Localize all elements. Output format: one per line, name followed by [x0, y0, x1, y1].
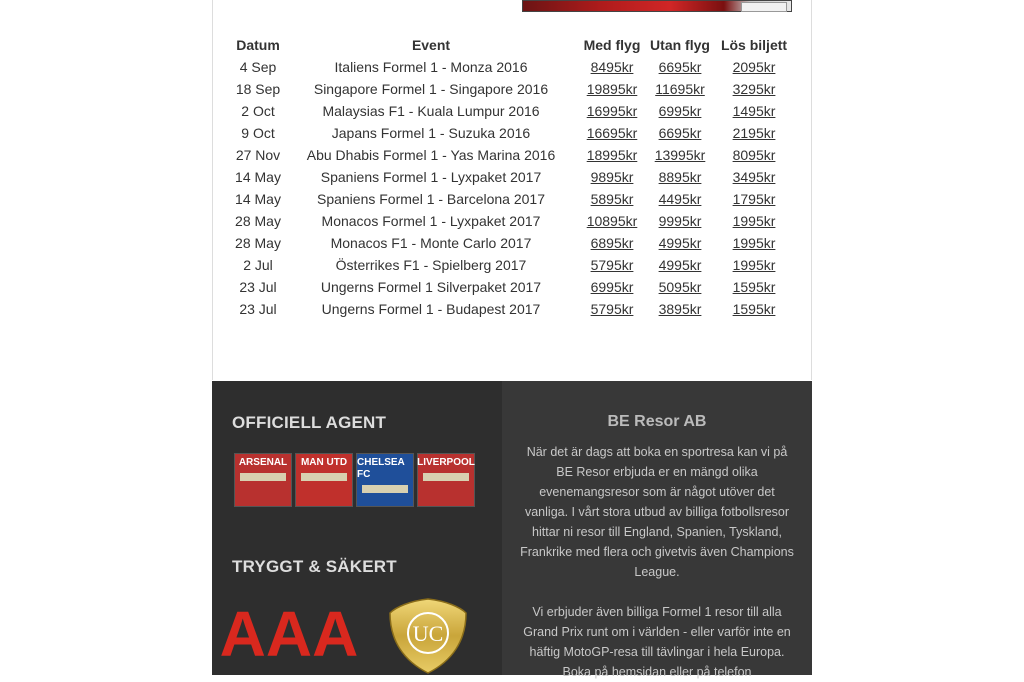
agent-badge [356, 453, 414, 507]
with-flight-cell [575, 276, 649, 298]
uc-logo-text: UC [412, 621, 444, 646]
event-name: Monacos Formel 1 - Lyxpaket 2017 [321, 213, 541, 229]
ticket-only-price-link[interactable]: 3295kr [732, 81, 776, 97]
table-row [229, 144, 797, 166]
with-flight-cell [575, 166, 649, 188]
with-flight-cell [575, 56, 649, 78]
event-name: Spaniens Formel 1 - Barcelona 2017 [316, 191, 546, 207]
agent-badge [234, 453, 292, 507]
agent-badge-band [362, 485, 408, 493]
table-row [229, 78, 797, 100]
ticket-only-cell [711, 254, 797, 276]
without-flight-cell [649, 56, 711, 78]
without-flight-price-link[interactable]: 9995kr [658, 213, 702, 229]
table-row [229, 276, 797, 298]
event-name: Italiens Formel 1 - Monza 2016 [334, 59, 528, 75]
about-paragraph-1: När det är dags att boka en sportresa kan vi på BE Resor erbjuda er en mängd olika evenemangsresor som är något utöver det vanliga. I vårt stora utbud av billiga fotbollsresor hittar ni resor till England, Spanien, Tyskland, Frankrike med flera och givetvis även Champions League. [520, 445, 794, 579]
event-name: Ungerns Formel 1 - Budapest 2017 [321, 301, 541, 317]
table-row [229, 232, 797, 254]
ticket-only-price-link[interactable]: 2195kr [732, 125, 776, 141]
ticket-only-price-link[interactable]: 1595kr [732, 279, 776, 295]
footer-right-panel [502, 381, 812, 679]
agent-badge-name: LIVERPOOL [417, 457, 475, 468]
event-name: Österrikes F1 - Spielberg 2017 [335, 257, 527, 273]
with-flight-cell [575, 254, 649, 276]
event-date: 14 May [235, 191, 281, 207]
without-flight-price-link[interactable]: 6695kr [658, 59, 702, 75]
agent-badge-band [240, 473, 286, 481]
footer [212, 381, 812, 679]
ticket-only-price-link[interactable]: 1995kr [732, 235, 776, 251]
event-name: Malaysias F1 - Kuala Lumpur 2016 [322, 103, 540, 119]
without-flight-price-link[interactable]: 6695kr [658, 125, 702, 141]
table-row [229, 210, 797, 232]
without-flight-cell [649, 232, 711, 254]
table-row [229, 100, 797, 122]
without-flight-price-link[interactable]: 6995kr [658, 103, 702, 119]
event-date: 23 Jul [239, 301, 277, 317]
ticket-only-cell [711, 166, 797, 188]
without-flight-cell [649, 210, 711, 232]
event-date: 28 May [235, 213, 281, 229]
footer-left-panel [212, 381, 502, 675]
without-flight-price-link[interactable]: 13995kr [654, 147, 706, 163]
uc-certification-logo [388, 597, 468, 675]
ticket-only-cell [711, 298, 797, 320]
agent-badge-name: ARSENAL [238, 457, 288, 468]
without-flight-price-link[interactable]: 5095kr [658, 279, 702, 295]
with-flight-cell [575, 232, 649, 254]
without-flight-cell [649, 188, 711, 210]
header-date: Datum [236, 37, 280, 53]
with-flight-cell [575, 78, 649, 100]
event-name: Abu Dhabis Formel 1 - Yas Marina 2016 [306, 147, 556, 163]
aaa-rating-logo [219, 598, 359, 670]
agent-badges [234, 453, 475, 507]
banner-logo [741, 2, 787, 12]
ticket-only-price-link[interactable]: 8095kr [732, 147, 776, 163]
event-name: Ungerns Formel 1 Silverpaket 2017 [320, 279, 542, 295]
without-flight-cell [649, 298, 711, 320]
event-name: Singapore Formel 1 - Singapore 2016 [313, 81, 549, 97]
event-date: 2 Jul [243, 257, 273, 273]
event-name: Spaniens Formel 1 - Lyxpaket 2017 [320, 169, 542, 185]
with-flight-price-link[interactable]: 6995kr [590, 279, 634, 295]
without-flight-cell [649, 144, 711, 166]
with-flight-price-link[interactable]: 16695kr [586, 125, 638, 141]
without-flight-price-link[interactable]: 8895kr [658, 169, 702, 185]
with-flight-price-link[interactable]: 5795kr [590, 301, 634, 317]
with-flight-cell [575, 298, 649, 320]
without-flight-cell [649, 254, 711, 276]
with-flight-price-link[interactable]: 5895kr [590, 191, 634, 207]
ticket-only-cell [711, 276, 797, 298]
ticket-only-price-link[interactable]: 1995kr [732, 213, 776, 229]
with-flight-cell [575, 122, 649, 144]
safe-heading: TRYGGT & SÄKERT [232, 557, 397, 576]
with-flight-price-link[interactable]: 5795kr [590, 257, 634, 273]
ticket-only-cell [711, 144, 797, 166]
table-row [229, 298, 797, 320]
event-price-table [229, 34, 797, 320]
without-flight-price-link[interactable]: 11695kr [655, 81, 705, 97]
header-with-flight: Med flyg [583, 37, 641, 53]
header-event: Event [411, 37, 451, 53]
event-name: Monacos F1 - Monte Carlo 2017 [330, 235, 532, 251]
with-flight-price-link[interactable]: 8495kr [590, 59, 634, 75]
agent-badge [417, 453, 475, 507]
with-flight-cell [575, 210, 649, 232]
event-date: 23 Jul [239, 279, 277, 295]
event-date: 14 May [235, 169, 281, 185]
with-flight-price-link[interactable]: 18995kr [586, 147, 638, 163]
agent-badge-name: MAN UTD [300, 457, 348, 468]
agent-badge-name: CHELSEA FC [357, 457, 405, 480]
table-row [229, 166, 797, 188]
without-flight-cell [649, 122, 711, 144]
header-without-flight: Utan flyg [650, 37, 710, 53]
event-date: 18 Sep [235, 81, 281, 97]
table-row [229, 188, 797, 210]
without-flight-cell [649, 166, 711, 188]
without-flight-price-link[interactable]: 4995kr [658, 235, 702, 251]
ticket-only-price-link[interactable]: 1995kr [732, 257, 776, 273]
event-name: Japans Formel 1 - Suzuka 2016 [331, 125, 531, 141]
table-row [229, 254, 797, 276]
with-flight-cell [575, 144, 649, 166]
ticket-only-price-link[interactable]: 1795kr [732, 191, 776, 207]
with-flight-cell [575, 188, 649, 210]
ticket-only-price-link[interactable]: 3495kr [732, 169, 776, 185]
without-flight-cell [649, 276, 711, 298]
ticket-only-cell [711, 210, 797, 232]
without-flight-price-link[interactable]: 4495kr [658, 191, 702, 207]
event-date: 4 Sep [239, 59, 277, 75]
without-flight-price-link[interactable]: 4995kr [658, 257, 702, 273]
with-flight-price-link[interactable]: 9895kr [590, 169, 634, 185]
ticket-only-cell [711, 122, 797, 144]
ticket-only-cell [711, 78, 797, 100]
agent-badge-band [301, 473, 347, 481]
table-row [229, 56, 797, 78]
with-flight-price-link[interactable]: 19895kr [586, 81, 638, 97]
without-flight-price-link[interactable]: 3895kr [658, 301, 702, 317]
header-ticket-only: Lös biljett [720, 37, 788, 53]
ticket-only-cell [711, 100, 797, 122]
with-flight-price-link[interactable]: 10895kr [586, 213, 638, 229]
ticket-only-price-link[interactable]: 1495kr [732, 103, 776, 119]
with-flight-price-link[interactable]: 16995kr [586, 103, 638, 119]
agent-badge [295, 453, 353, 507]
about-title: BE Resor AB [607, 413, 707, 430]
event-date: 28 May [235, 235, 281, 251]
event-date: 27 Nov [235, 147, 281, 163]
event-date: 9 Oct [241, 125, 275, 141]
without-flight-cell [649, 100, 711, 122]
ticket-only-cell [711, 232, 797, 254]
official-agent-heading: OFFICIELL AGENT [232, 413, 387, 432]
aaa-logo-text: AAA [219, 598, 359, 670]
table-row [229, 122, 797, 144]
without-flight-cell [649, 78, 711, 100]
header-banner-image [522, 0, 792, 12]
with-flight-cell [575, 100, 649, 122]
ticket-only-cell [711, 188, 797, 210]
ticket-only-price-link[interactable]: 1595kr [732, 301, 776, 317]
ticket-only-cell [711, 56, 797, 78]
agent-badge-band [423, 473, 469, 481]
with-flight-price-link[interactable]: 6895kr [590, 235, 634, 251]
about-paragraph-2: Vi erbjuder även billiga Formel 1 resor till alla Grand Prix runt om i världen - eller varför inte en häftig MotoGP-resa till tävlingar i hela Europa. Boka på hemsidan eller på telefon [523, 605, 791, 679]
table-header-row [229, 34, 797, 56]
ticket-only-price-link[interactable]: 2095kr [732, 59, 776, 75]
event-date: 2 Oct [241, 103, 275, 119]
